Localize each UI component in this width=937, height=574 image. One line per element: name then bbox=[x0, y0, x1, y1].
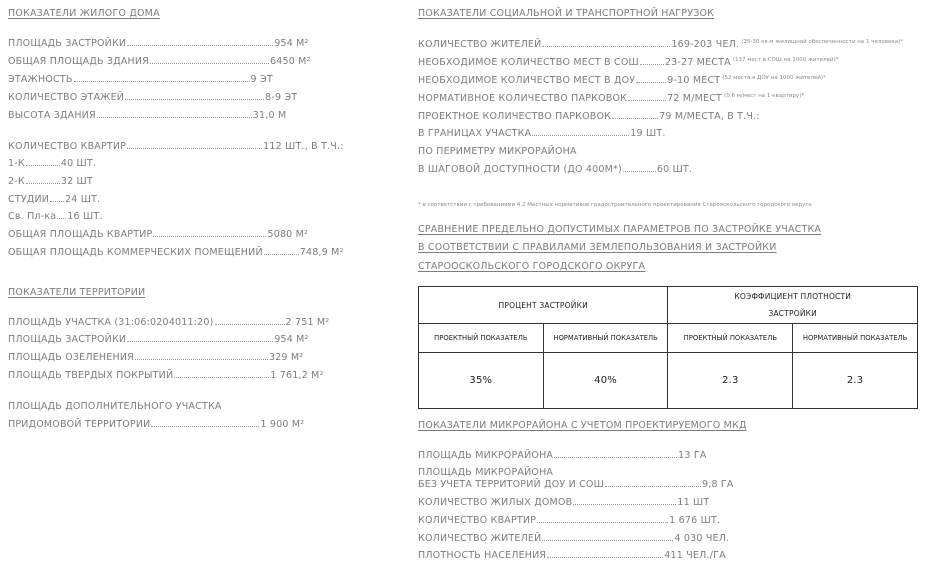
leader-dots bbox=[612, 117, 658, 119]
leader-dots bbox=[573, 503, 676, 505]
residential-row bbox=[8, 176, 93, 187]
row-label: В ШАГОВОЙ ДОСТУПНОСТИ (ДО 400М*) bbox=[418, 164, 622, 175]
residential-row bbox=[8, 247, 344, 258]
row-label: ОБЩАЯ ПЛОЩАДЬ КОММЕРЧЕСКИХ ПОМЕЩЕНИЙ bbox=[8, 247, 263, 258]
row-value: 1 900 М² bbox=[260, 419, 305, 430]
leader-dots bbox=[542, 45, 670, 47]
row-value: 8-9 ЭТ bbox=[265, 92, 298, 103]
leader-dots bbox=[127, 44, 273, 46]
row-value: 40 ШТ. bbox=[60, 158, 97, 169]
row-value: 19 ШТ. bbox=[630, 128, 666, 139]
footnote: * в соответствии с требованиями 4.2 Местных нормативов градостроительного проектирования Старооскольского городского округа bbox=[418, 202, 812, 208]
row-label: ЭТАЖНОСТЬ bbox=[8, 74, 73, 85]
comparison-title-line3: СТАРООСКОЛЬСКОГО ГОРОДСКОГО ОКРУГА bbox=[418, 261, 646, 272]
comparison-title-line2: В СООТВЕТСТВИИ С ПРАВИЛАМИ ЗЕМЛЕПОЛЬЗОВАНИЯ И ЗАСТРОЙКИ bbox=[418, 242, 777, 253]
subheader-normative: НОРМАТИВНЫЙ ПОКАЗАТЕЛЬ bbox=[793, 324, 918, 353]
social-row bbox=[418, 39, 903, 50]
row-label: ПРИДОМОВОЙ ТЕРРИТОРИИ bbox=[8, 419, 151, 430]
residential-row bbox=[8, 194, 100, 205]
leader-dots bbox=[547, 556, 663, 558]
row-label: ОБЩАЯ ПЛОЩАДЬ ЗДАНИЯ bbox=[8, 56, 149, 67]
row-value: 32 ШТ bbox=[60, 176, 93, 187]
social-section-title: ПОКАЗАТЕЛИ СОЦИАЛЬНОЙ И ТРАНСПОРТНОЙ НАГРУЗОК bbox=[418, 8, 715, 19]
header-density-coefficient: КОЭФФИЦИЕНТ ПЛОТНОСТИ ЗАСТРОЙКИ bbox=[668, 287, 918, 324]
row-value: 6450 М² bbox=[269, 56, 311, 67]
row-value: 2 751 М² bbox=[285, 317, 330, 328]
row-value: 16 ШТ. bbox=[67, 211, 103, 222]
territory-row bbox=[8, 317, 329, 328]
row-label: ОБЩАЯ ПЛОЩАДЬ КВАРТИР bbox=[8, 229, 153, 240]
leader-dots bbox=[127, 340, 273, 342]
residential-row bbox=[8, 229, 308, 240]
row-note: (52 места в ДОУ на 1000 жителей)* bbox=[722, 75, 826, 81]
row-label: КОЛИЧЕСТВО КВАРТИР bbox=[418, 515, 537, 526]
residential-row bbox=[8, 141, 344, 152]
microdistrict-row bbox=[418, 479, 734, 490]
row-label: БЕЗ УЧЕТА ТЕРРИТОРИЙ ДОУ И СОШ bbox=[418, 479, 604, 490]
row-value: 72 М/МЕСТ bbox=[667, 93, 723, 104]
microdistrict-row bbox=[418, 450, 707, 461]
territory-row bbox=[8, 352, 303, 363]
residential-row bbox=[8, 38, 309, 49]
row-value: 13 ГА bbox=[678, 450, 707, 461]
row-label: НОРМАТИВНОЕ КОЛИЧЕСТВО ПАРКОВОК bbox=[418, 93, 628, 104]
row-value: 5080 М² bbox=[267, 229, 309, 240]
extra-plot-line1: ПЛОЩАДЬ ДОПОЛНИТЕЛЬНОГО УЧАСТКА bbox=[8, 401, 222, 412]
row-label: НЕОБХОДИМОЕ КОЛИЧЕСТВО МЕСТ В СОШ bbox=[418, 57, 639, 68]
leader-dots bbox=[542, 539, 673, 541]
row-value: 31,0 М bbox=[252, 110, 287, 121]
extra-plot-row bbox=[8, 419, 304, 430]
row-label: ПЛОЩАДЬ ЗАСТРОЙКИ bbox=[8, 334, 127, 345]
row-label: КОЛИЧЕСТВО ЖИТЕЛЕЙ bbox=[418, 39, 542, 50]
leader-dots bbox=[50, 200, 64, 202]
row-note: (0,6 м/мест на 1 квартиру)* bbox=[724, 93, 805, 99]
leader-dots bbox=[125, 98, 264, 100]
row-value: 1 761,2 М² bbox=[270, 370, 324, 381]
row-label: ПРОЕКТНОЕ КОЛИЧЕСТВО ПАРКОВОК bbox=[418, 111, 612, 122]
leader-dots bbox=[150, 62, 269, 64]
row-note: (25-30 кв.м жилищной обеспеченности на 1 человека)* bbox=[741, 39, 903, 45]
residential-row bbox=[8, 74, 273, 85]
territory-row bbox=[8, 334, 309, 345]
row-label: КОЛИЧЕСТВО ЖИТЕЛЕЙ bbox=[418, 533, 542, 544]
row-label: ПЛОЩАДЬ ОЗЕЛЕНЕНИЯ bbox=[8, 352, 134, 363]
leader-dots bbox=[628, 99, 666, 101]
leader-dots bbox=[26, 164, 60, 166]
row-label: КОЛИЧЕСТВО ЖИЛЫХ ДОМОВ bbox=[418, 497, 573, 508]
microdistrict-section-title: ПОКАЗАТЕЛИ МИКРОРАЙОНА С УЧЕТОМ ПРОЕКТИРУЕМОГО МКД bbox=[418, 420, 747, 431]
row-label: ПЛОТНОСТЬ НАСЕЛЕНИЯ bbox=[418, 550, 547, 561]
row-value: 9-10 МЕСТ bbox=[667, 75, 721, 86]
comparison-title-line1: СРАВНЕНИЕ ПРЕДЕЛЬНО ДОПУСТИМЫХ ПАРАМЕТРОВ ПО ЗАСТРОЙКЕ УЧАСТКА bbox=[418, 224, 822, 235]
leader-dots bbox=[97, 116, 252, 118]
social-row bbox=[418, 75, 826, 86]
row-label: 1-К bbox=[8, 158, 25, 169]
row-label: ВЫСОТА ЗДАНИЯ bbox=[8, 110, 96, 121]
row-label: ПЛОЩАДЬ МИКРОРАЙОНА bbox=[418, 450, 554, 461]
social-row bbox=[418, 111, 760, 122]
territory-section-title: ПОКАЗАТЕЛИ ТЕРРИТОРИИ bbox=[8, 287, 146, 298]
leader-dots bbox=[623, 170, 656, 172]
leader-dots bbox=[74, 80, 250, 82]
social-row bbox=[418, 93, 804, 104]
row-label: Св. Пл-ка bbox=[8, 211, 57, 222]
row-label: 2-К bbox=[8, 176, 25, 187]
row-value: 954 М² bbox=[274, 334, 309, 345]
row-value: 11 ШТ bbox=[677, 497, 710, 508]
subheader-project: ПРОЕКТНЫЙ ПОКАЗАТЕЛЬ bbox=[668, 324, 793, 353]
perimeter-row bbox=[418, 164, 692, 175]
leader-dots bbox=[57, 217, 66, 219]
social-row bbox=[418, 57, 838, 68]
row-value: 4 030 ЧЕЛ. bbox=[674, 533, 730, 544]
subheader-project: ПРОЕКТНЫЙ ПОКАЗАТЕЛЬ bbox=[419, 324, 544, 353]
row-value: 411 ЧЕЛ./ГА bbox=[664, 550, 726, 561]
subheader-normative: НОРМАТИВНЫЙ ПОКАЗАТЕЛЬ bbox=[543, 324, 668, 353]
perimeter-line1: ПО ПЕРИМЕТРУ МИКРОРАЙОНА bbox=[418, 146, 577, 157]
value-coverage-normative: 40% bbox=[543, 353, 668, 409]
row-label: В ГРАНИЦАХ УЧАСТКА bbox=[418, 128, 532, 139]
row-value: 23-27 МЕСТА bbox=[664, 57, 731, 68]
row-label: СТУДИИ bbox=[8, 194, 50, 205]
leader-dots bbox=[153, 235, 266, 237]
leader-dots bbox=[127, 147, 262, 149]
row-value: 112 ШТ., В Т.Ч.: bbox=[263, 141, 344, 152]
row-label: ПЛОЩАДЬ УЧАСТКА (31:06:0204011:20) bbox=[8, 317, 214, 328]
row-label: КОЛИЧЕСТВО ЭТАЖЕЙ bbox=[8, 92, 125, 103]
leader-dots bbox=[151, 425, 259, 427]
residential-row bbox=[8, 110, 286, 121]
microdistrict-row bbox=[418, 533, 729, 544]
leader-dots bbox=[537, 521, 668, 523]
row-label: ПЛОЩАДЬ ЗАСТРОЙКИ bbox=[8, 38, 127, 49]
leader-dots bbox=[554, 456, 677, 458]
row-note: (137 мест в СОШ на 1000 жителей)* bbox=[732, 57, 839, 63]
value-density-normative: 2.3 bbox=[793, 353, 918, 409]
comparison-table bbox=[418, 286, 918, 409]
leader-dots bbox=[605, 485, 701, 487]
row-value: 24 ШТ. bbox=[65, 194, 101, 205]
row-label: НЕОБХОДИМОЕ КОЛИЧЕСТВО МЕСТ В ДОУ bbox=[418, 75, 636, 86]
residential-row bbox=[8, 92, 297, 103]
residential-row bbox=[8, 211, 103, 222]
leader-dots bbox=[636, 81, 666, 83]
residential-row bbox=[8, 158, 96, 169]
value-density-project: 2.3 bbox=[668, 353, 793, 409]
row-label: КОЛИЧЕСТВО КВАРТИР bbox=[8, 141, 127, 152]
residential-row bbox=[8, 56, 311, 67]
area-excl-line1: ПЛОЩАДЬ МИКРОРАЙОНА bbox=[418, 467, 554, 478]
territory-row bbox=[8, 370, 324, 381]
row-value: 9 ЭТ bbox=[250, 74, 273, 85]
microdistrict-row bbox=[418, 515, 720, 526]
row-value: 329 М² bbox=[268, 352, 304, 363]
leader-dots bbox=[135, 358, 268, 360]
leader-dots bbox=[532, 134, 629, 136]
row-value: 169-203 ЧЕЛ. bbox=[671, 39, 740, 50]
microdistrict-row bbox=[418, 550, 726, 561]
row-value: 60 ШТ. bbox=[656, 164, 693, 175]
leader-dots bbox=[26, 182, 60, 184]
leader-dots bbox=[215, 323, 285, 325]
leader-dots bbox=[264, 253, 299, 255]
row-value: 79 М/МЕСТА, В Т.Ч.: bbox=[659, 111, 760, 122]
header-building-coverage: ПРОЦЕНТ ЗАСТРОЙКИ bbox=[419, 287, 668, 324]
residential-section-title: ПОКАЗАТЕЛИ ЖИЛОГО ДОМА bbox=[8, 8, 160, 19]
row-value: 9,8 ГА bbox=[701, 479, 734, 490]
row-label: ПЛОЩАДЬ ТВЕРДЫХ ПОКРЫТИЙ bbox=[8, 370, 174, 381]
leader-dots bbox=[640, 63, 664, 65]
row-value: 748,9 М² bbox=[299, 247, 344, 258]
row-value: 954 М² bbox=[274, 38, 309, 49]
value-coverage-project: 35% bbox=[419, 353, 544, 409]
microdistrict-row bbox=[418, 497, 709, 508]
row-value: 1 676 ШТ. bbox=[669, 515, 721, 526]
leader-dots bbox=[174, 376, 269, 378]
social-row bbox=[418, 128, 666, 139]
